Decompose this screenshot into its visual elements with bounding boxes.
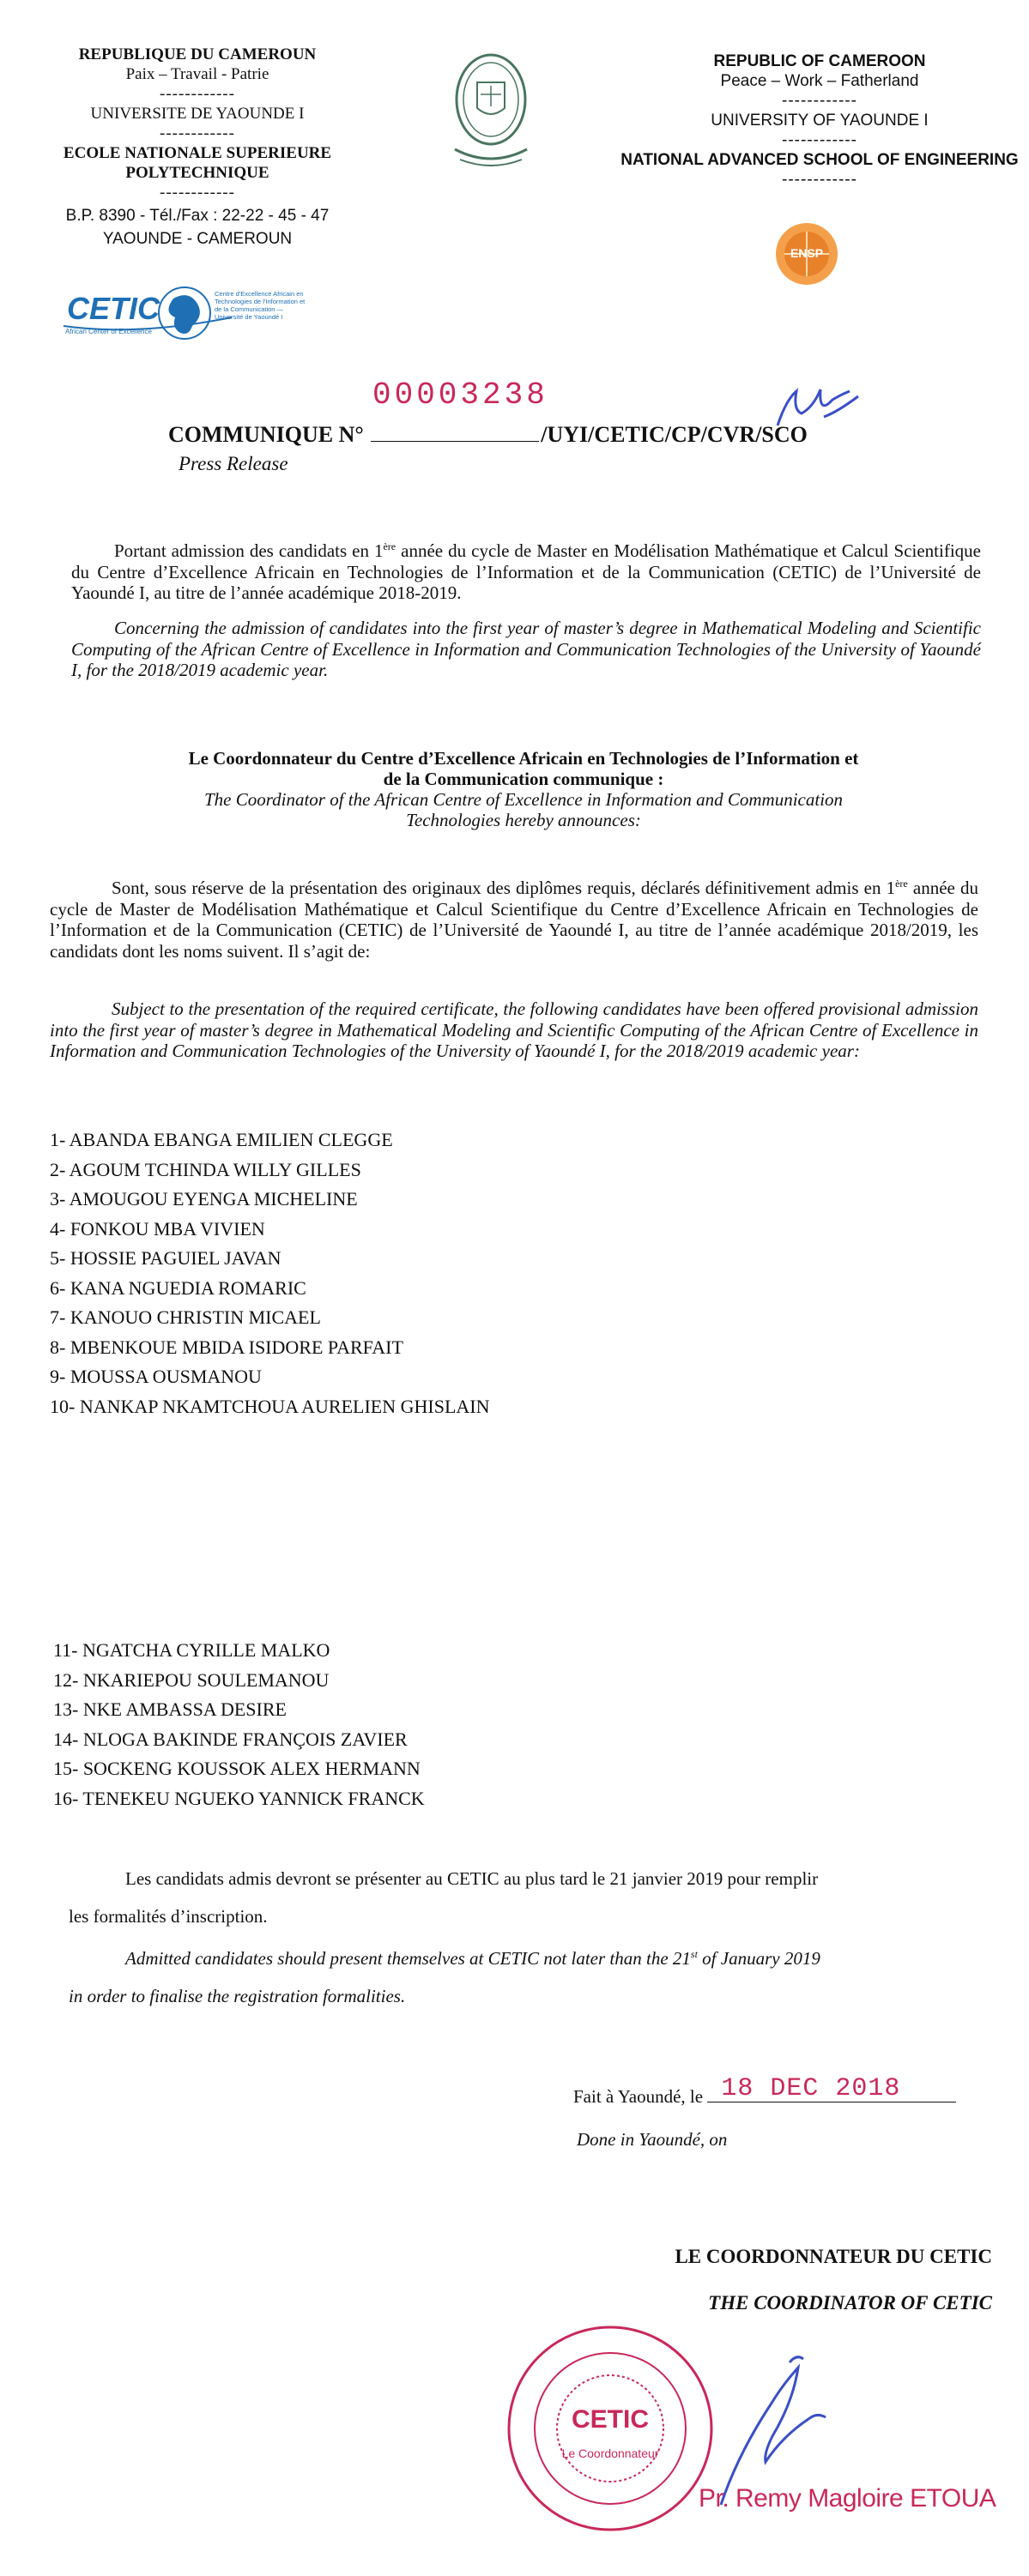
ensp-logo	[772, 220, 841, 288]
body-fr-a: Sont, sous réserve de la présentation des originaux des diplômes requis, déclarés définitivement admis en 1	[112, 878, 896, 898]
separator: ------------	[160, 184, 235, 202]
closing-en-line2: in order to finalise the registration formalities.	[69, 1986, 406, 2006]
candidate-item: 16- TENEKEU NGUEKO YANNICK FRANCK	[53, 1787, 425, 1809]
school-en: NATIONAL ADVANCED SCHOOL OF ENGINEERING	[620, 151, 1019, 169]
signatory-title-en: THE COORDINATOR OF CETIC	[708, 2292, 992, 2314]
separator: ------------	[160, 85, 235, 103]
candidate-item: 2- AGOUM TCHINDA WILLY GILLES	[50, 1158, 361, 1180]
signatory-title-fr: LE COORDONNATEUR DU CETIC	[675, 2246, 992, 2267]
university-fr: UNIVERSITE DE YAOUNDE I	[90, 105, 305, 123]
stamp-center-label: CETIC	[572, 2405, 649, 2434]
object-paragraph-fr	[71, 536, 981, 604]
separator: ------------	[782, 92, 857, 110]
candidate-list-part2	[53, 1636, 425, 1813]
ensp-logo-label: ENSP	[790, 246, 824, 260]
closing-fr-line2: les formalités d’inscription.	[69, 1906, 268, 1927]
candidate-list-part1	[50, 1125, 490, 1421]
signatory-name: Pr. Remy Magloire ETOUA	[699, 2484, 996, 2513]
candidate-item: 12- NKARIEPOU SOULEMANOU	[53, 1668, 330, 1691]
candidate-item: 9- MOUSSA OUSMANOU	[50, 1366, 262, 1387]
cetic-logo	[60, 283, 309, 352]
school-fr-line1: ECOLE NATIONALE SUPERIEURE	[63, 144, 332, 162]
closing-en-sup: st	[690, 1948, 698, 1960]
closing-fr-line1: Les candidats admis devront se présenter au CETIC au plus tard le 21 janvier 2019 pour remplir	[125, 1868, 819, 1889]
done-at-fr	[573, 2074, 956, 2108]
communique-title-suffix: /UYI/CETIC/CP/CVR/SCO	[541, 422, 808, 447]
object-paragraph-en: Concerning the admission of candidates into the first year of master’s degree in Mathematical Modeling and Scientific Computing of the African Centre of Excellence in Information and Communication Technologies of the University of Yaoundé I, for the 2018/2019 academic year.	[71, 618, 981, 680]
address: B.P. 8390 - Tél./Fax : 22-22 - 45 - 47	[65, 207, 330, 225]
closing-en-line1	[69, 1935, 996, 1977]
body-paragraph-en: Subject to the presentation of the required certificate, the following candidates have been offered provisional admission into the first year of master’s degree in Mathematical Modeling and Scientific Computing of the African Centre of Excellence in Information and Communication Technologies of the University of Yaoundé I, for the 2018/2019 academic year:	[50, 998, 978, 1061]
cetic-logo-sub: African Center of Excellence	[65, 328, 152, 335]
university-en: UNIVERSITY OF YAOUNDE I	[711, 112, 929, 130]
initials-signature-icon	[772, 383, 867, 434]
cetic-logo-desc: Centre d'Excellence Africain en Technologies de l'Information et de la Communication — Université de Yaoundé I	[215, 290, 306, 321]
date-stamp: 18 DEC 2018	[721, 2074, 901, 2103]
svg-text:CETIC: CETIC	[67, 291, 160, 326]
candidate-item: 14- NLOGA BAKINDE FRANÇOIS ZAVIER	[53, 1728, 408, 1750]
done-fr-label: Fait à Yaoundé, le	[573, 2086, 704, 2107]
header-left	[17, 45, 378, 249]
object-fr-b: année du cycle de Master en Modélisation Mathématique et Calcul Scientifique du Centre d’Excellence Africain en Technologies de l’Information et de la Communication (CETIC) de l’Université de Yaoundé I, au titre de l’année académique 2018-2019.	[71, 540, 981, 603]
candidate-item: 15- SOCKENG KOUSSOK ALEX HERMANN	[53, 1758, 421, 1779]
closing-en-line1-b: of January 2019	[697, 1948, 820, 1969]
separator: ------------	[782, 171, 857, 189]
body-fr-sup: ère	[895, 878, 908, 890]
school-fr-line2: POLYTECHNIQUE	[125, 164, 269, 182]
candidate-item: 7- KANOUO CHRISTIN MICAEL	[50, 1306, 321, 1328]
body-paragraph-fr	[50, 873, 978, 962]
body-fr-b: année du cycle de Master de Modélisation Mathématique et Calcul Scientifique du Centre d’Excellence Africain en Technologies de l’Information et de la Communication (CETIC) de l’Université de Yaoundé I, au titre de l’année académique 2018/2019, les candidats dont les noms suivent. Il s’agit de:	[50, 878, 978, 962]
stamp-sub-label: Le Coordonnateur	[561, 2446, 659, 2460]
candidate-item: 10- NANKAP NKAMTCHOUA AURELIEN GHISLAIN	[50, 1395, 490, 1417]
official-stamp	[503, 2321, 717, 2536]
communique-title-prefix: COMMUNIQUE N°	[168, 422, 364, 447]
announcement	[60, 748, 987, 830]
closing-fr	[69, 1860, 996, 1935]
object-fr-sup: ère	[383, 540, 396, 552]
closing-en-line1-a: Admitted candidates should present themselves at CETIC not later than the 21	[125, 1948, 691, 1969]
communique-number-line	[371, 422, 539, 442]
candidate-item: 8- MBENKOUE MBIDA ISIDORE PARFAIT	[50, 1336, 403, 1358]
candidate-item: 5- HOSSIE PAGUIEL JAVAN	[50, 1247, 281, 1269]
date-line	[707, 2074, 956, 2103]
candidate-item: 11- NGATCHA CYRILLE MALKO	[53, 1639, 330, 1661]
university-seal	[448, 48, 534, 177]
city: YAOUNDE - CAMEROUN	[102, 230, 293, 248]
object-fr-a: Portant admission des candidats en 1	[114, 540, 384, 561]
candidate-item: 1- ABANDA EBANGA EMILIEN CLEGGE	[50, 1129, 393, 1150]
separator: ------------	[782, 131, 857, 149]
country-en: REPUBLIC OF CAMEROON	[713, 52, 926, 70]
candidate-item: 13- NKE AMBASSA DESIRE	[53, 1698, 287, 1720]
candidate-item: 4- FONKOU MBA VIVIEN	[50, 1217, 265, 1240]
communique-subtitle: Press Release	[179, 453, 288, 474]
announce-fr-line2: de la Communication communique :	[383, 769, 664, 789]
announce-en-line2: Technologies hereby announces:	[406, 810, 641, 830]
header-right	[618, 51, 1021, 190]
country-fr: REPUBLIQUE DU CAMEROUN	[78, 45, 317, 63]
announce-fr-line1: Le Coordonnateur du Centre d’Excellence Africain en Technologies de l’Information et	[188, 748, 859, 769]
university-seal-icon	[448, 48, 534, 177]
communique-title	[168, 422, 808, 448]
motto-fr: Paix – Travail - Patrie	[125, 65, 269, 83]
communique-number-stamp: 00003238	[372, 377, 548, 413]
closing-en	[69, 1935, 996, 2015]
announce-en-line1: The Coordinator of the African Centre of Excellence in Information and Communication	[203, 789, 844, 810]
motto-en: Peace – Work – Fatherland	[720, 72, 919, 90]
candidate-item: 3- AMOUGOU EYENGA MICHELINE	[50, 1188, 358, 1210]
candidate-item: 6- KANA NGUEDIA ROMARIC	[50, 1276, 306, 1299]
separator: ------------	[160, 124, 235, 142]
done-at-en: Done in Yaoundé, on	[577, 2129, 728, 2150]
